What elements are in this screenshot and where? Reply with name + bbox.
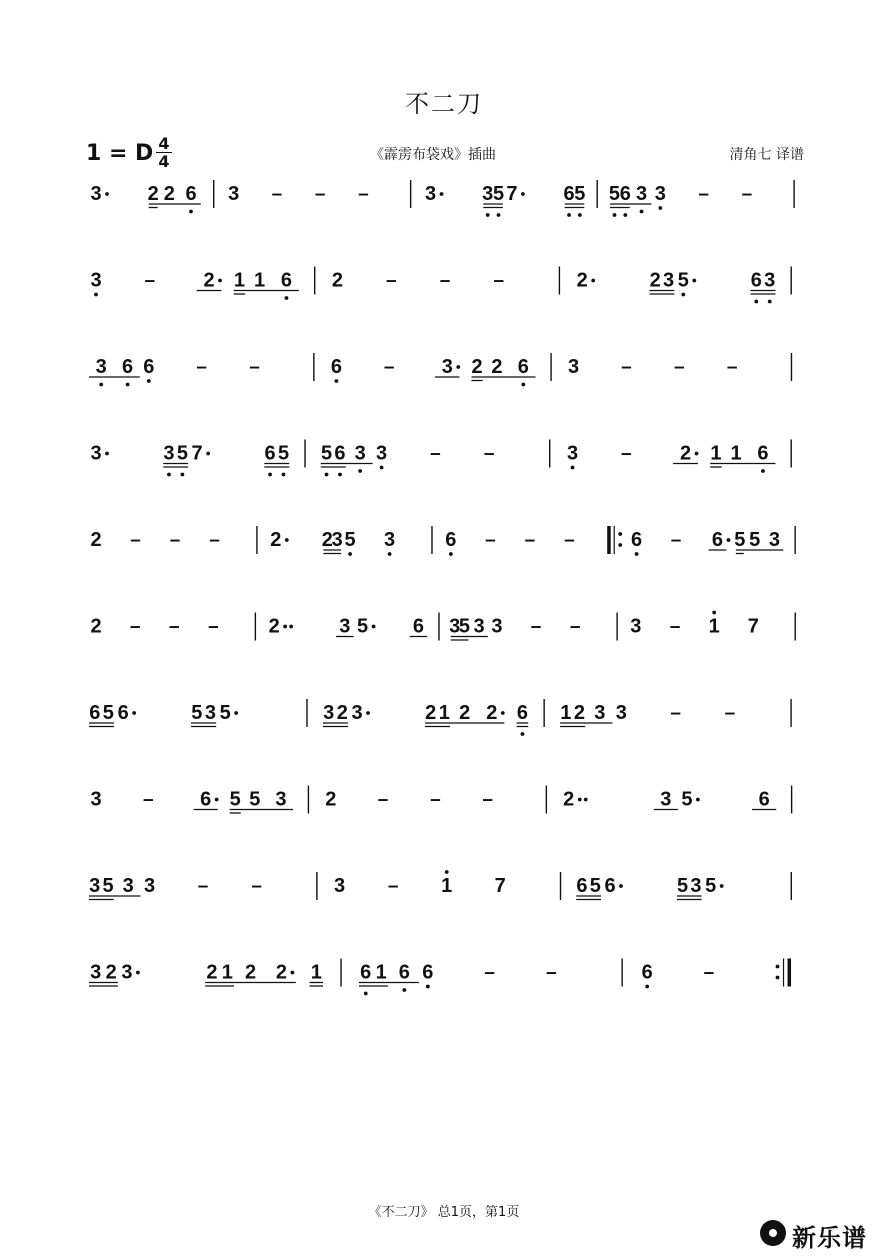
augmentation-dot [692, 279, 696, 283]
note: 3 [351, 702, 363, 724]
note: 3 [663, 269, 675, 292]
sustain-dash: – [169, 530, 181, 551]
note: 1 [310, 961, 322, 984]
note: 6 [750, 269, 762, 292]
note: 5 [734, 529, 746, 551]
augmentation-dot [234, 711, 238, 715]
note: 5 [749, 529, 761, 551]
augmentation-dot [215, 798, 219, 802]
note: 6 [122, 356, 134, 378]
sustain-dash: – [209, 530, 220, 551]
note: 3 [568, 356, 580, 378]
note: 6 [264, 442, 276, 465]
low-octave-dot [449, 552, 453, 556]
augmentation-dot [105, 192, 109, 196]
augmentation-dot [456, 365, 460, 369]
note: 6 [445, 529, 457, 551]
meter-numerator: 4 [158, 134, 170, 153]
note: 1 [560, 702, 572, 724]
note: 6 [200, 788, 212, 811]
note: 6 [576, 875, 588, 897]
low-octave-dot [571, 466, 575, 470]
augmentation-dot [591, 279, 595, 283]
low-octave-dot [147, 379, 151, 383]
augmentation-dot [696, 798, 700, 802]
note: 5 [320, 442, 333, 465]
sustain-dash: – [485, 530, 496, 551]
sustain-dash: – [439, 270, 451, 292]
meter-denominator: 4 [158, 152, 170, 171]
sustain-dash: – [703, 962, 715, 984]
note: 3 [339, 615, 351, 638]
note: 3 [122, 875, 134, 897]
augmentation-dot [289, 625, 293, 629]
note: 7 [191, 442, 203, 465]
sustain-dash: – [726, 357, 738, 378]
repeat-start-thick [607, 526, 611, 554]
key-signature: 1 = D [86, 141, 154, 166]
note: 6 [185, 183, 197, 205]
note: 1 [730, 442, 742, 465]
note: 3 [90, 442, 102, 465]
low-octave-dot [325, 473, 329, 477]
augmentation-dot [720, 884, 724, 888]
sustain-dash: – [169, 616, 180, 638]
site-logo[interactable] [760, 1218, 882, 1250]
augmentation-dot [136, 971, 140, 975]
note: 5 [589, 875, 601, 897]
sustain-dash: – [669, 616, 681, 638]
low-octave-dot [126, 383, 130, 387]
note: 5 [705, 875, 717, 897]
note: 6 [757, 442, 769, 465]
augmentation-dot [619, 884, 623, 888]
subtitle: 《霹雳布袋戏》插曲 [370, 147, 496, 163]
note: 5 [176, 442, 188, 465]
note: 2 [459, 702, 471, 724]
note: 6 [711, 529, 724, 551]
note: 6 [334, 442, 346, 465]
note: 2 [325, 788, 337, 811]
sustain-dash: – [271, 184, 283, 205]
augmentation-dot [206, 452, 210, 456]
note: 5 [219, 702, 231, 724]
sustain-dash: – [387, 876, 399, 897]
sustain-dash: – [385, 270, 397, 292]
note: 3 [473, 615, 485, 638]
note: 6 [517, 356, 529, 378]
note: 6 [563, 183, 575, 205]
repeat-dot [776, 976, 780, 980]
augmentation-dot [440, 192, 444, 196]
note: 2 [206, 961, 218, 984]
note: 5 [229, 788, 241, 811]
low-octave-dot [567, 213, 571, 217]
note: 3 [89, 875, 101, 897]
sustain-dash: – [130, 530, 141, 551]
note: 3 [660, 788, 672, 811]
sustain-dash: – [249, 357, 260, 378]
augmentation-dot [218, 279, 222, 283]
note: 2 [105, 961, 117, 984]
note: 6 [619, 183, 631, 205]
low-octave-dot [681, 293, 685, 297]
note: 3 [449, 615, 461, 638]
low-octave-dot [358, 469, 362, 473]
low-octave-dot [640, 210, 644, 214]
note: 2 [649, 269, 661, 292]
low-octave-dot [334, 379, 338, 383]
note: 5 [191, 702, 203, 724]
note: 1 [441, 875, 453, 897]
note: 3 [424, 183, 437, 205]
low-octave-dot [380, 466, 384, 470]
low-octave-dot [754, 300, 758, 304]
low-octave-dot [180, 473, 184, 477]
low-octave-dot [94, 293, 98, 297]
repeat-dot [618, 532, 622, 536]
low-octave-dot [486, 213, 490, 217]
augmentation-dot [695, 452, 699, 456]
note: 5 [608, 183, 621, 205]
note: 5 [249, 788, 261, 811]
note: 3 [376, 442, 388, 465]
sustain-dash: – [621, 443, 632, 465]
augmentation-dot [366, 711, 370, 715]
note: 2 [563, 788, 575, 811]
note: 3 [441, 356, 453, 378]
low-octave-dot [364, 992, 368, 996]
note: 2 [471, 356, 483, 378]
augmentation-dot [501, 711, 505, 715]
note: 6 [143, 356, 155, 378]
note: 3 [121, 961, 133, 984]
sustain-dash: – [546, 962, 557, 984]
sustain-dash: – [530, 616, 542, 638]
repeat-dot [618, 543, 622, 547]
note: 6 [516, 702, 528, 724]
note: 3 [690, 875, 702, 897]
note: 6 [641, 961, 653, 984]
sustain-dash: – [493, 270, 505, 292]
sustain-dash: – [698, 184, 709, 205]
low-octave-dot [635, 552, 639, 556]
note: 3 [615, 702, 627, 724]
logo-text: 新乐谱 [792, 1224, 867, 1252]
note: 6 [422, 961, 434, 984]
low-octave-dot [285, 296, 289, 300]
note: 2 [573, 702, 585, 724]
low-octave-dot [167, 473, 171, 477]
note: 5 [492, 183, 505, 205]
low-octave-dot [268, 473, 272, 477]
augmentation-dot [584, 798, 588, 802]
note: 5 [344, 529, 356, 551]
sustain-dash: – [564, 530, 575, 551]
sustain-dash: – [484, 962, 495, 984]
sustain-dash: – [430, 789, 441, 811]
note: 2 [90, 615, 102, 638]
note: 1 [254, 269, 266, 292]
sustain-dash: – [673, 357, 685, 378]
sustain-dash: – [569, 616, 581, 638]
sustain-dash: – [670, 530, 682, 551]
note: 2 [425, 702, 437, 724]
sustain-dash: – [314, 184, 326, 205]
note: 2 [270, 529, 282, 551]
note: 5 [677, 875, 689, 897]
low-octave-dot [402, 988, 406, 992]
sustain-dash: – [482, 789, 493, 811]
note: 6 [631, 529, 643, 551]
note: 6 [280, 269, 293, 292]
note: 2 [90, 529, 102, 551]
augmentation-dot [132, 711, 136, 715]
sustain-dash: – [129, 616, 141, 638]
note: 5 [102, 702, 114, 724]
note: 5 [277, 442, 290, 465]
note: 3 [566, 442, 579, 465]
note: 6 [758, 788, 770, 811]
page-footer: 《不二刀》 总1页，第1页 [368, 1205, 520, 1220]
sustain-dash: – [377, 789, 389, 811]
augmentation-dot [105, 452, 109, 456]
note: 1 [375, 961, 387, 984]
note: 7 [747, 615, 759, 638]
note: 6 [330, 356, 342, 378]
note: 3 [635, 183, 648, 205]
note: 1 [221, 961, 233, 984]
note: 5 [357, 615, 369, 638]
note: 1 [438, 702, 450, 724]
note: 3 [143, 875, 156, 897]
low-octave-dot [613, 213, 617, 217]
augmentation-dot [285, 538, 289, 542]
note: 3 [90, 788, 102, 811]
note: 3 [163, 442, 175, 465]
high-octave-dot [445, 870, 449, 874]
repeat-dot [776, 965, 780, 969]
note: 2 [576, 269, 588, 292]
augmentation-dot [578, 798, 582, 802]
sustain-dash: – [197, 876, 209, 897]
note: 3 [95, 356, 107, 378]
augmentation-dot [372, 625, 376, 629]
low-octave-dot [282, 473, 286, 477]
sustain-dash: – [251, 876, 262, 897]
note: 3 [654, 183, 666, 205]
high-octave-dot [712, 611, 716, 615]
note: 3 [204, 702, 216, 724]
low-octave-dot [426, 985, 430, 989]
note: 5 [681, 788, 693, 811]
low-octave-dot [761, 469, 765, 473]
note: 6 [360, 961, 372, 984]
note: 2 [486, 702, 498, 724]
note: 2 [268, 615, 280, 638]
note: 1 [233, 269, 245, 292]
sustain-dash: – [143, 789, 154, 811]
sustain-dash: – [621, 357, 632, 378]
note: 3 [630, 615, 642, 638]
augmentation-dot [283, 625, 287, 629]
note: 3 [491, 615, 503, 638]
low-octave-dot [658, 206, 662, 210]
note: 6 [398, 961, 410, 984]
note: 3 [482, 183, 494, 205]
note: 3 [764, 269, 776, 292]
low-octave-dot [497, 213, 501, 217]
low-octave-dot [521, 383, 525, 387]
note: 7 [494, 875, 506, 897]
sustain-dash: – [196, 357, 207, 378]
note: 3 [384, 529, 396, 551]
note: 2 [321, 529, 333, 551]
low-octave-dot [189, 210, 193, 214]
note: 6 [412, 615, 424, 638]
note: 2 [203, 269, 215, 292]
note: 3 [275, 788, 287, 811]
note: 5 [458, 615, 470, 638]
low-octave-dot [338, 473, 342, 477]
note: 6 [89, 702, 101, 724]
note: 2 [679, 442, 692, 465]
sustain-dash: – [741, 184, 753, 205]
repeat-end-thick [788, 959, 792, 987]
note: 3 [768, 529, 780, 551]
low-octave-dot [623, 213, 627, 217]
note: 3 [331, 529, 343, 551]
low-octave-dot [578, 213, 582, 217]
note: 3 [334, 875, 346, 897]
page-title: 不二刀 [405, 90, 483, 118]
note: 6 [117, 702, 129, 724]
augmentation-dot [727, 538, 731, 542]
note: 3 [90, 269, 102, 292]
note: 2 [491, 356, 503, 378]
note: 1 [708, 615, 720, 638]
note: 2 [163, 183, 175, 205]
note: 2 [336, 702, 348, 724]
note: 1 [710, 442, 722, 465]
augmentation-dot [291, 971, 295, 975]
note: 2 [244, 961, 257, 984]
note: 2 [275, 961, 287, 984]
low-octave-dot [348, 552, 352, 556]
note: 3 [594, 702, 606, 724]
note: 3 [90, 961, 102, 984]
note: 5 [574, 183, 586, 205]
note: 2 [331, 269, 344, 292]
note: 5 [677, 269, 689, 292]
sustain-dash: – [724, 703, 736, 724]
note: 3 [323, 702, 335, 724]
sustain-dash: – [144, 270, 156, 292]
sustain-dash: – [524, 530, 536, 551]
note: 7 [506, 183, 518, 205]
low-octave-dot [99, 383, 103, 387]
note: 2 [147, 183, 159, 205]
sustain-dash: – [483, 443, 495, 465]
note: 5 [102, 875, 114, 897]
low-octave-dot [521, 732, 525, 736]
low-octave-dot [388, 552, 392, 556]
sustain-dash: – [670, 703, 681, 724]
note: 3 [90, 183, 102, 205]
augmentation-dot [521, 192, 525, 196]
sustain-dash: – [208, 616, 219, 638]
sustain-dash: – [430, 443, 441, 465]
record-disc-icon [760, 1220, 786, 1246]
note: 6 [604, 875, 616, 897]
transcriber-credit: 清角七 译谱 [729, 147, 804, 163]
sustain-dash: – [358, 184, 369, 205]
note: 3 [354, 442, 366, 465]
note: 3 [228, 183, 240, 205]
sustain-dash: – [383, 357, 395, 378]
low-octave-dot [768, 300, 772, 304]
low-octave-dot [645, 985, 649, 989]
